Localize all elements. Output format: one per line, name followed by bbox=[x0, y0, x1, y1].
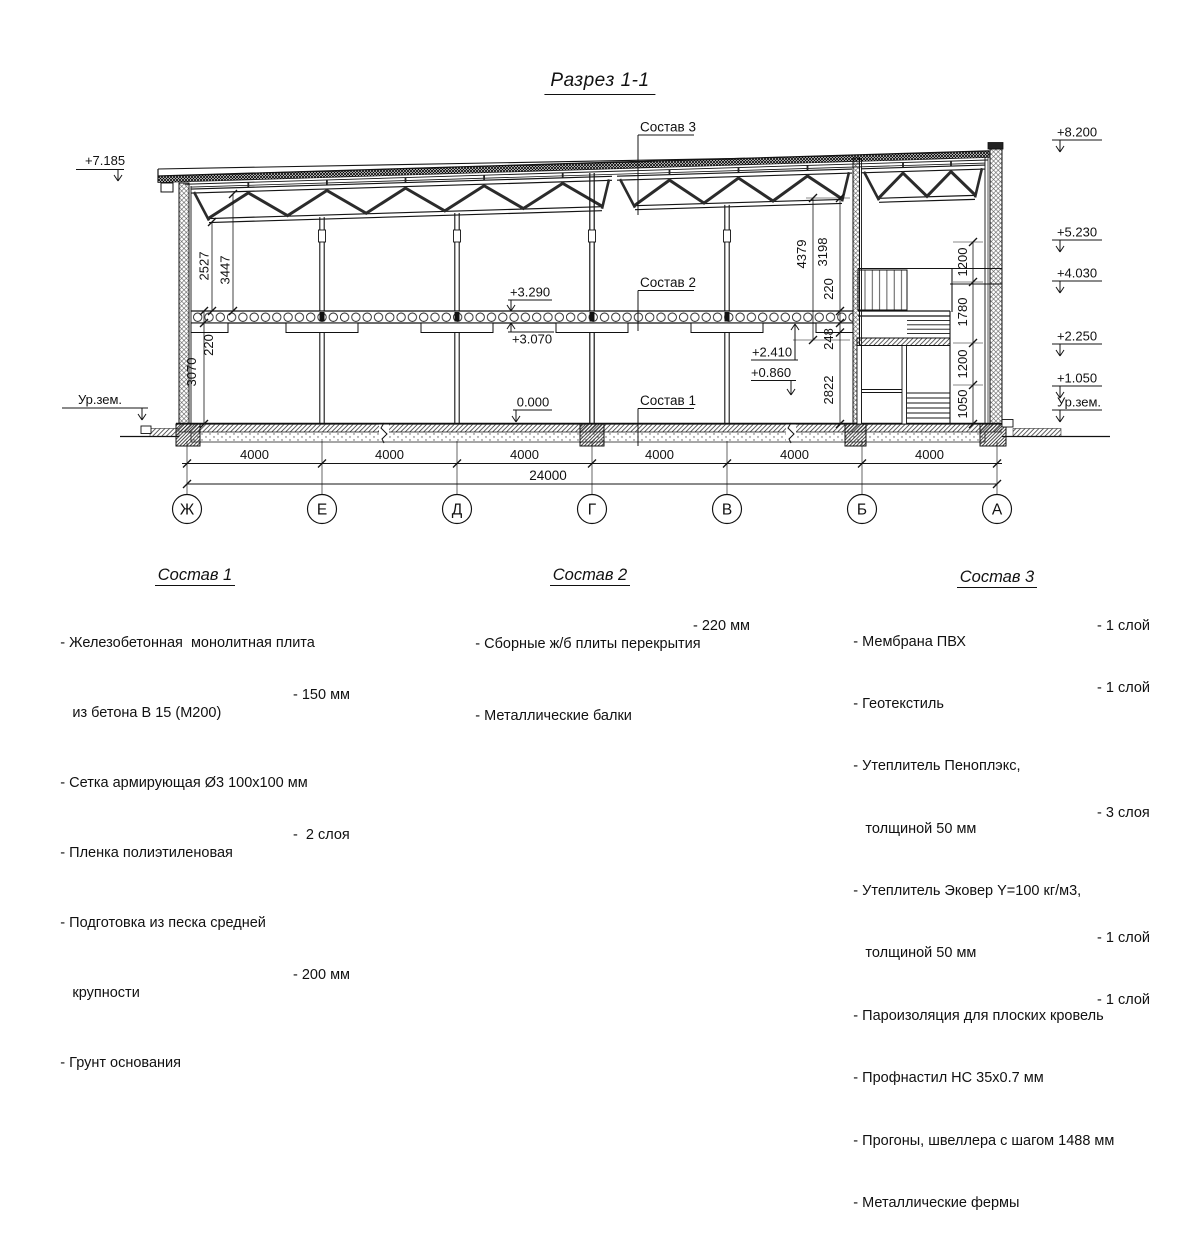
legend-line bbox=[20, 617, 370, 687]
legend-2-title: Состав 2 bbox=[435, 566, 745, 585]
legend-line bbox=[813, 619, 1181, 681]
legend-line bbox=[813, 1118, 1181, 1180]
legend-line bbox=[20, 1037, 370, 1107]
axis-letter-e: Е bbox=[316, 501, 328, 519]
legend-quantity: - 220 мм bbox=[693, 618, 751, 634]
elev-right-3: +2.250 bbox=[1056, 328, 1098, 344]
legend-line bbox=[20, 687, 370, 757]
legend-material: - Подготовка из песка средней bbox=[60, 914, 266, 931]
axis-letter-b: Б bbox=[856, 501, 868, 519]
elev-right-ground: Ур.зем. bbox=[1056, 394, 1102, 410]
leader-sostav-2: Состав 2 bbox=[640, 275, 696, 290]
elev-left-top: +7.185 bbox=[84, 153, 126, 168]
dim-bay-1: 4000 bbox=[240, 447, 269, 462]
legend-material: крупности bbox=[60, 984, 140, 1001]
legend-material: - Пленка полиэтиленовая bbox=[60, 844, 233, 861]
legend-2-items bbox=[435, 617, 751, 761]
legend-sostav-1 bbox=[20, 566, 370, 1107]
axis-letter-v: В bbox=[721, 501, 733, 519]
level-slab-bottom: +3.070 bbox=[511, 331, 553, 347]
leader-sostav-3: Состав 3 bbox=[640, 119, 696, 135]
dim-right-2822: 2822 bbox=[821, 375, 836, 405]
dim-bay-6: 4000 bbox=[915, 447, 944, 462]
legend-quantity: - 200 мм bbox=[293, 967, 351, 983]
legend-line bbox=[813, 806, 1181, 868]
generated-linework bbox=[62, 135, 1102, 524]
legend-quantity: - 1 слой bbox=[1097, 992, 1150, 1009]
legend-material: - Грунт основания bbox=[60, 1054, 181, 1071]
dim-total-24000: 24000 bbox=[529, 468, 567, 483]
dim-bay-3: 4000 bbox=[510, 447, 539, 462]
dim-bay-2: 4000 bbox=[375, 447, 404, 462]
dim-stair-1200b: 1200 bbox=[955, 349, 970, 379]
legend-sostav-3 bbox=[813, 568, 1181, 1243]
legend-line bbox=[20, 757, 370, 827]
legend-line bbox=[813, 1056, 1181, 1118]
elev-right-0: +8.200 bbox=[1056, 124, 1098, 140]
legend-1-title: Состав 1 bbox=[20, 566, 370, 585]
legend-quantity: - 150 мм bbox=[293, 687, 351, 703]
legend-material: из бетона В 15 (М200) bbox=[60, 704, 222, 721]
dim-stair-1780: 1780 bbox=[955, 297, 970, 327]
dim-right-220: 220 bbox=[821, 278, 836, 300]
dim-stair-1200a: 1200 bbox=[955, 247, 970, 277]
dim-left-3070: 3070 bbox=[184, 357, 199, 387]
level-low-landing: +0.860 bbox=[750, 365, 792, 380]
legend-quantity: - 2 слоя bbox=[293, 827, 350, 843]
dim-left-3447: 3447 bbox=[217, 255, 233, 285]
elev-right-2: +4.030 bbox=[1056, 265, 1098, 281]
legend-material: - Мембрана ПВХ bbox=[853, 633, 966, 650]
legend-material: - Железобетонная монолитная плита bbox=[60, 634, 315, 651]
legend-material: - Профнастил НС 35х0.7 мм bbox=[853, 1070, 1044, 1087]
dim-right-4379: 4379 bbox=[794, 239, 809, 269]
axis-letter-d: Д bbox=[451, 501, 463, 519]
legend-material: - Металлические фермы bbox=[853, 1194, 1020, 1211]
legend-line bbox=[813, 869, 1181, 931]
legend-line bbox=[435, 617, 751, 689]
legend-sostav-2 bbox=[435, 566, 751, 761]
dim-right-3198: 3198 bbox=[815, 237, 830, 267]
legend-material: толщиной 50 мм bbox=[853, 820, 977, 837]
legend-material: толщиной 50 мм bbox=[853, 945, 977, 962]
legend-material: - Утеплитель Пеноплэкс, bbox=[853, 758, 1021, 775]
legend-line bbox=[813, 993, 1181, 1055]
legend-quantity: - 1 слой bbox=[1097, 680, 1150, 697]
legend-line bbox=[813, 1180, 1181, 1242]
dim-bay-4: 4000 bbox=[645, 447, 674, 462]
legend-3-title: Состав 3 bbox=[813, 568, 1181, 587]
legend-quantity: - 1 слой bbox=[1097, 618, 1150, 634]
elev-left-ground: Ур.зем. bbox=[77, 392, 123, 407]
legend-line bbox=[20, 827, 370, 897]
legend-line bbox=[435, 689, 745, 761]
leader-sostav-1: Состав 1 bbox=[640, 393, 696, 408]
level-mid-landing: +2.410 bbox=[751, 344, 793, 360]
legend-quantity: - 3 слоя bbox=[1097, 805, 1150, 822]
legend-line bbox=[813, 931, 1181, 993]
dim-left-2527: 2527 bbox=[196, 251, 212, 281]
elev-right-4: +1.050 bbox=[1056, 370, 1098, 386]
legend-material: - Утеплитель Эковер Y=100 кг/м3, bbox=[853, 883, 1082, 900]
page-title: Разрез 1-1 bbox=[544, 70, 655, 95]
level-slab-top: +3.290 bbox=[509, 284, 551, 300]
legend-line bbox=[20, 897, 370, 967]
legend-line bbox=[20, 967, 370, 1037]
axis-letter-a: А bbox=[991, 501, 1003, 519]
legend-quantity: - 1 слой bbox=[1097, 929, 1150, 946]
level-zero: 0.000 bbox=[516, 394, 550, 410]
dim-left-220: 220 bbox=[201, 334, 216, 356]
axis-letter-g: Г bbox=[587, 501, 597, 519]
legend-material: - Пароизоляция для плоских кровель bbox=[853, 1007, 1104, 1024]
legend-1-items bbox=[20, 617, 370, 1107]
legend-3-items bbox=[813, 619, 1181, 1243]
axis-letter-zh: Ж bbox=[179, 501, 195, 519]
legend-material: - Сборные ж/б плиты перекрытия bbox=[475, 636, 701, 652]
legend-line bbox=[813, 744, 1181, 806]
legend-material: - Геотекстиль bbox=[853, 695, 944, 712]
legend-material: - Металлические балки bbox=[475, 708, 632, 724]
legend-material: - Прогоны, швеллера с шагом 1488 мм bbox=[853, 1132, 1115, 1149]
dim-stair-1050: 1050 bbox=[955, 389, 970, 419]
elev-right-1: +5.230 bbox=[1056, 224, 1098, 240]
dim-right-248: 248 bbox=[821, 328, 836, 350]
legend-line bbox=[813, 681, 1181, 743]
legend-material: - Сетка армирующая Ø3 100x100 мм bbox=[60, 774, 308, 791]
dim-bay-5: 4000 bbox=[780, 447, 809, 462]
